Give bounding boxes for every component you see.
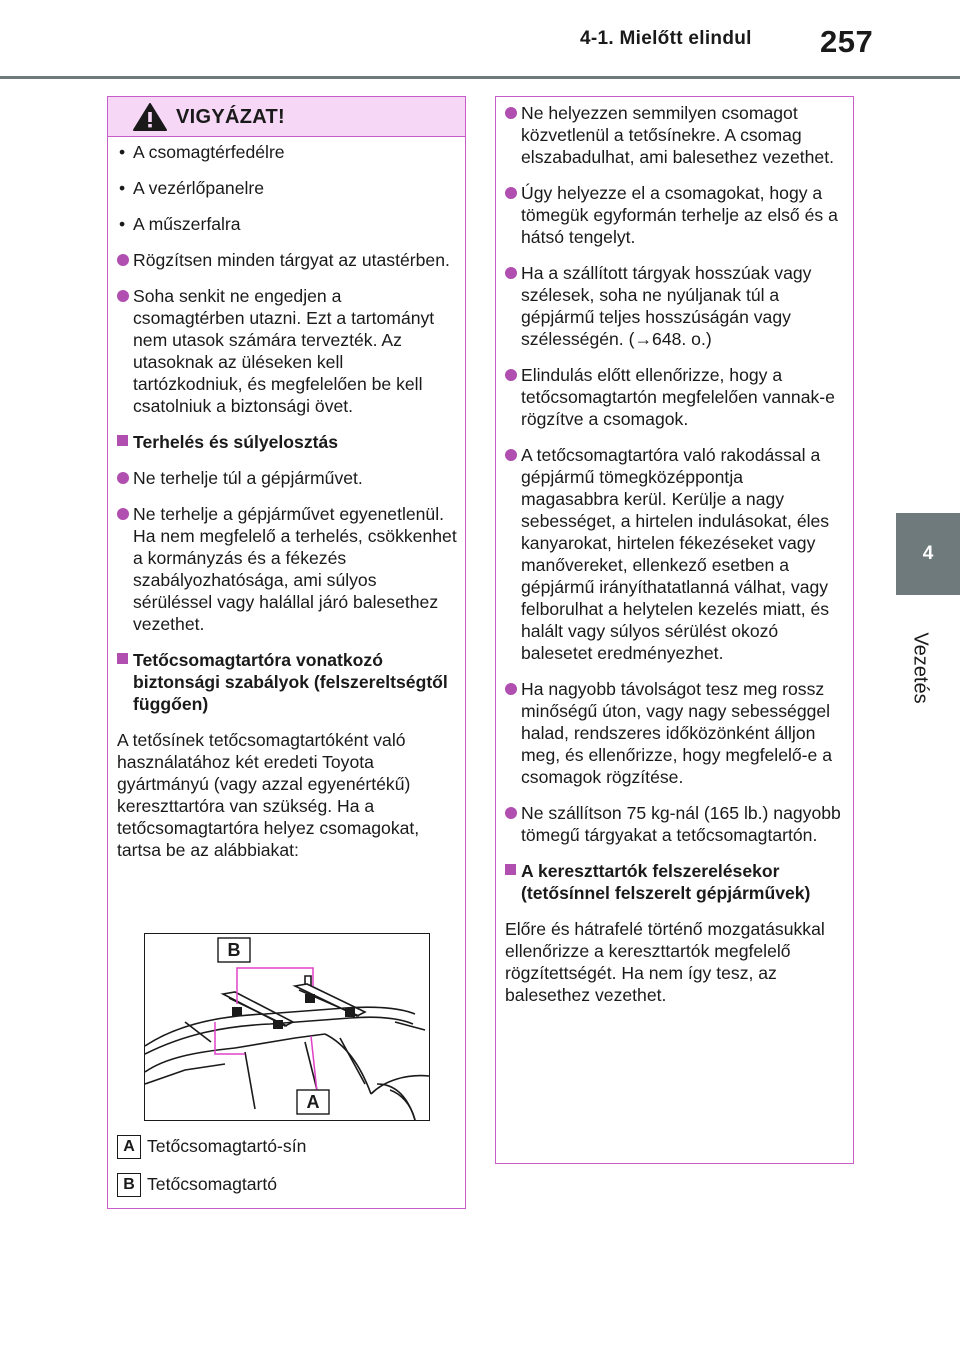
section-title: 4-1. Mielőtt elindul (580, 28, 752, 49)
dot-item: Ha nagyobb távolságot tesz meg rossz minőségű úton, vagy nagy sebességgel halad, rendszeres időközönként álljon meg, és ellenőrizze, hogy megfelelő-e a csomagok rögzítése. (505, 678, 845, 788)
dot-item: Elindulás előtt ellenőrizze, hogy a tetőcsomagtartón megfelelően vannak-e rögzítve a csomagok. (505, 364, 845, 430)
subsection-heading: A kereszttartók felszerelésekor (tetősínnel felszerelt gépjárművek) (505, 860, 845, 904)
warning-title: VIGYÁZAT! (176, 106, 285, 128)
chapter-number: 4 (922, 543, 934, 564)
chapter-label-text: Vezetés (909, 632, 932, 704)
bullet-item: • A műszerfalra (117, 213, 457, 235)
dot-item: Ne helyezzen semmilyen csomagot közvetlenül a tetősínekre. A csomag elszabadulhat, ami balesethez vezethet. (505, 102, 845, 168)
dot-item: Ne terhelje a gépjárművet egyenetlenül. Ha nem megfelelő a terhelés, csökkenhet a kormányzás és a fékezés szabályozhatósága, ami súlyos sérüléssel vagy halállal járó balesethez vezethet. (117, 503, 457, 635)
dot-item: Rögzítsen minden tárgyat az utastérben. (117, 249, 457, 271)
subsection-heading: Terhelés és súlyelosztás (117, 431, 457, 453)
warning-box-continued (495, 96, 854, 1164)
legend-key-b: B (117, 1173, 141, 1197)
subsection-heading: Tetőcsomagtartóra vonatkozó biztonsági szabályok (felszereltségtől függően) (117, 649, 457, 715)
roof-rack-illustration (144, 933, 430, 1121)
body-paragraph: Előre és hátrafelé történő mozgatásukkal ellenőrizze a kereszttartók megfelelő rögzítettségét. Ha nem így tesz, az balesethez vezethet. (505, 919, 825, 1005)
chapter-label (900, 608, 940, 728)
warning-content-continued (505, 102, 845, 1020)
dot-item: Ne terhelje túl a gépjárművet. (117, 467, 457, 489)
warning-triangle-icon (132, 102, 168, 132)
dot-item: Ha a szállított tárgyak hosszúak vagy szélesek, soha ne nyúljanak túl a gépjármű teljes hosszúságán vagy szélességén. (→648. o.) (505, 262, 845, 350)
legend-key-a: A (117, 1135, 141, 1159)
legend-text-a: Tetőcsomagtartó-sín (147, 1136, 307, 1156)
page-header (0, 0, 960, 80)
legend-row-b (117, 1173, 457, 1197)
bullet-item: • A vezérlőpanelre (117, 177, 457, 199)
callout-a: A (306, 1092, 320, 1112)
warning-box (107, 96, 466, 1209)
body-paragraph: A tetősínek tetőcsomagtartóként való használatához két eredeti Toyota gyártmányú (vagy azzal egyenértékű) kereszttartóra van szükség. Ha a tetőcsomagtartóra helyez csomagokat, tartsa be az alábbiakat: (117, 730, 420, 860)
dot-item: Úgy helyezze el a csomagokat, hogy a tömegük egyformán terhelje az első és a hátsó tengelyt. (505, 182, 845, 248)
warning-header (108, 97, 465, 137)
chapter-tab (896, 513, 960, 595)
dot-item: A tetőcsomagtartóra való rakodással a gépjármű tömegközéppontja magasabbra kerül. Kerülje a nagy sebességet, a hirtelen indulásokat, éles kanyarokat, hirtelen fékezéseket vagy manővereket, ellenkező esetben a gépjármű irányíthatatlanná válhat, vagy felborulhat a helytelen kezelés miatt, és halált vagy súlyos sérülést okozó balesetet eredményezhet. (505, 444, 845, 664)
dot-item: Ne szállítson 75 kg-nál (165 lb.) nagyobb tömegű tárgyakat a tetőcsomagtartón. (505, 802, 845, 846)
callout-b: B (227, 940, 241, 960)
legend-row-a (117, 1135, 457, 1159)
page-number: 257 (820, 24, 874, 59)
warning-content (117, 141, 457, 875)
car-roof-drawing (145, 934, 429, 1120)
bullet-item: • A csomagtérfedélre (117, 141, 457, 163)
legend-text-b: Tetőcsomagtartó (147, 1174, 278, 1194)
header-divider (0, 76, 960, 79)
dot-item: Soha senkit ne engedjen a csomagtérben utazni. Ezt a tartományt nem utasok számára tervezték. Az utasoknak az üléseken kell tartózkodniuk, és megfelelően be kell csatolniuk a biztonsági övet. (117, 285, 457, 417)
